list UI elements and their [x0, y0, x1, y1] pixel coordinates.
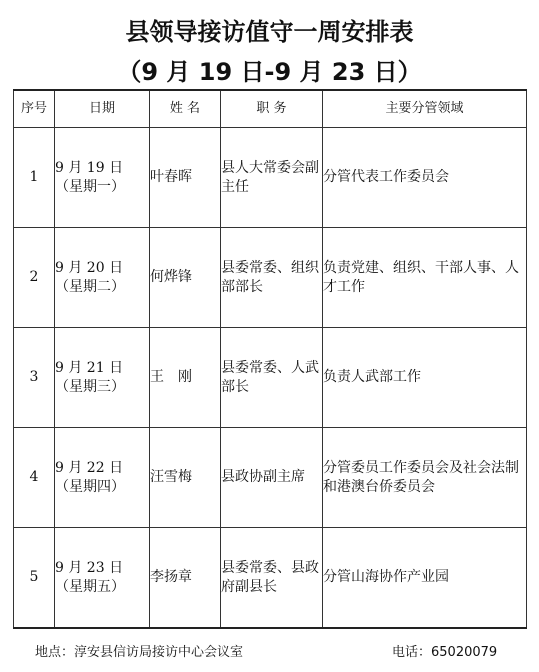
row-no: 5 [14, 528, 55, 629]
row-name: 汪雪梅 [150, 428, 221, 528]
header-area: 主要分管领域 [323, 90, 527, 128]
row-area: 分管代表工作委员会 [323, 128, 527, 228]
schedule-table [13, 89, 527, 629]
row-weekday: （星期五） [55, 578, 125, 595]
row-date-cell [55, 528, 150, 629]
row-date: 9 月 22 日 [55, 459, 124, 476]
row-date: 9 月 20 日 [55, 259, 124, 276]
row-name: 李扬章 [150, 528, 221, 629]
row-weekday: （星期三） [55, 378, 125, 395]
header-no: 序号 [14, 90, 55, 128]
table-row [14, 128, 527, 228]
row-area: 分管山海协作产业园 [323, 528, 527, 629]
row-date: 9 月 19 日 [55, 159, 124, 176]
row-no: 4 [14, 428, 55, 528]
row-date: 9 月 23 日 [55, 559, 124, 576]
row-name: 何烨锋 [150, 228, 221, 328]
row-name: 王 刚 [150, 328, 221, 428]
row-position: 县人大常委会副主任 [221, 128, 323, 228]
header-date: 日期 [55, 90, 150, 128]
row-area: 负责党建、组织、干部人事、人才工作 [323, 228, 527, 328]
row-no: 3 [14, 328, 55, 428]
row-date: 9 月 21 日 [55, 359, 124, 376]
location-footer: 地点：淳安县信访局接访中心会议室 [35, 645, 244, 660]
phone-footer: 电话：65020079 [392, 645, 498, 660]
row-area: 分管委员工作委员会及社会法制和港澳台侨委员会 [323, 428, 527, 528]
table-row [14, 328, 527, 428]
table-row [14, 228, 527, 328]
row-date-cell [55, 228, 150, 328]
table-row [14, 528, 527, 629]
row-area: 负责人武部工作 [323, 328, 527, 428]
row-no: 1 [14, 128, 55, 228]
header-name: 姓 名 [150, 90, 221, 128]
row-date-cell [55, 428, 150, 528]
row-date-cell [55, 128, 150, 228]
row-no: 2 [14, 228, 55, 328]
row-position: 县政协副主席 [221, 428, 323, 528]
header-position: 职 务 [221, 90, 323, 128]
row-position: 县委常委、县政府副县长 [221, 528, 323, 629]
row-position: 县委常委、组织部部长 [221, 228, 323, 328]
date-range-subtitle: （9 月 19 日-9 月 23 日） [117, 58, 422, 86]
row-name: 叶春晖 [150, 128, 221, 228]
row-weekday: （星期二） [55, 278, 125, 295]
row-weekday: （星期一） [55, 178, 125, 195]
row-position: 县委常委、人武部长 [221, 328, 323, 428]
table-row [14, 428, 527, 528]
row-date-cell [55, 328, 150, 428]
row-weekday: （星期四） [55, 478, 125, 495]
page-title: 县领导接访值守一周安排表 [125, 18, 414, 46]
header-row [14, 90, 527, 128]
